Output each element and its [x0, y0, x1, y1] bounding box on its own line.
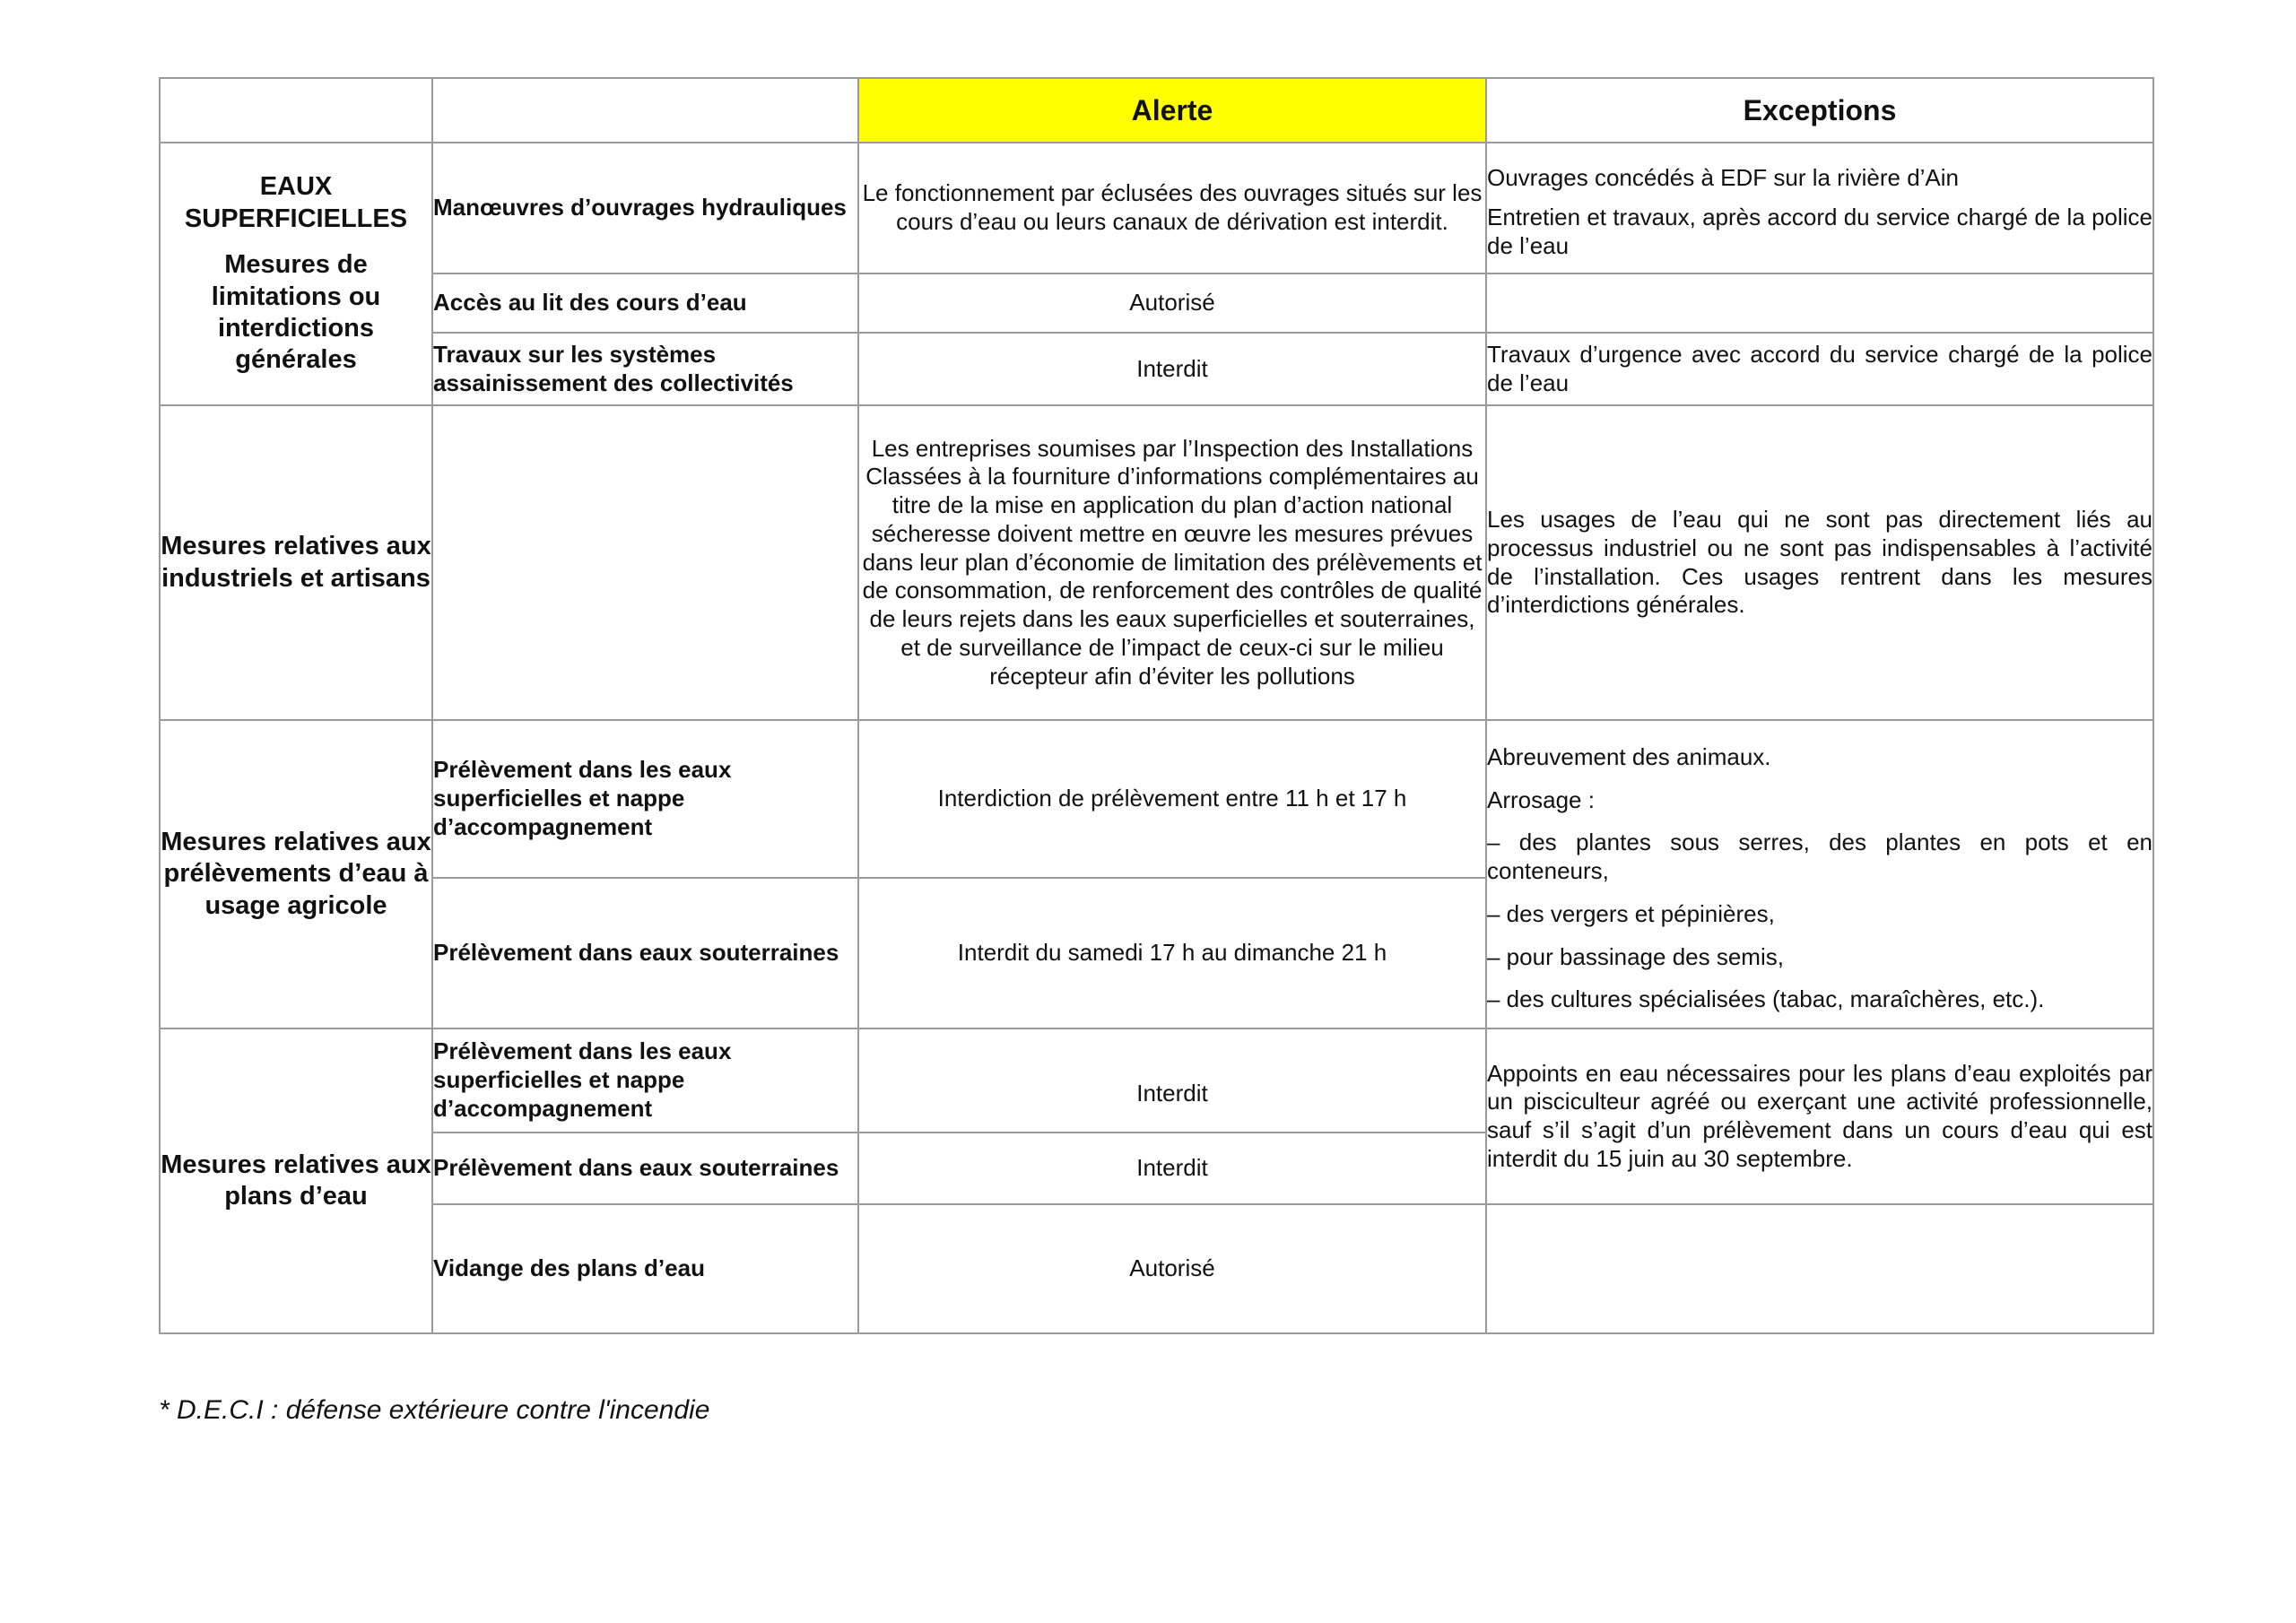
alert-cell: Interdiction de prélèvement entre 11 h et 17 h	[858, 720, 1486, 878]
restrictions-table	[159, 77, 2154, 1334]
exceptions-cell	[1486, 1204, 2153, 1333]
exception-text: Entretien et travaux, après accord du service chargé de la police de l’eau	[1487, 204, 2152, 259]
plans-row-3	[160, 1204, 2153, 1333]
sub-label: Prélèvement dans les eaux superficielles et nappe d’accompagnement	[432, 1028, 858, 1133]
eaux-subtitle: Mesures de limitations ou interdictions générales	[211, 250, 381, 375]
sub-label	[432, 405, 858, 720]
exception-line: – des cultures spécialisées (tabac, maraîchères, etc.).	[1487, 985, 2045, 1013]
footnote: * D.E.C.I : défense extérieure contre l'incendie	[159, 1395, 710, 1425]
alert-cell: Autorisé	[858, 273, 1486, 333]
exception-line: Arrosage :	[1487, 785, 1595, 813]
sub-label: Manœuvres d’ouvrages hydrauliques	[432, 143, 858, 273]
agricole-heading: Mesures relatives aux prélèvements d’eau à usage agricole	[160, 720, 432, 1028]
plans-exceptions: Appoints en eau nécessaires pour les plans d’eau exploités par un pisciculteur agréé ou exerçant une activité professionnelle, sauf s’il s’agit d’un prélèvement dans un cours d’eau qui est interdit du 15 juin au 30 septembre.	[1486, 1028, 2153, 1204]
eaux-title: EAUX SUPERFICIELLES	[184, 172, 408, 233]
industriels-heading: Mesures relatives aux industriels et artisans	[160, 405, 432, 720]
header-row	[160, 78, 2153, 143]
exceptions-cell: Travaux d’urgence avec accord du service chargé de la police de l’eau	[1486, 333, 2153, 405]
alert-cell: Les entreprises soumises par l’Inspection des Installations Classées à la fourniture d’informations complémentaires au titre de la mise en application du plan d’action national sécheresse doivent mettre en œuvre les mesures prévues dans leur plan d’économie de limitation des prélèvements et de consommation, de renforcement des contrôles de qualité de leurs rejets dans les eaux superficielles et souterraines, et de surveillance de l’impact de ceux-ci sur le milieu récepteur afin d’éviter les pollutions	[858, 405, 1486, 720]
eaux-superficielles-heading	[160, 143, 432, 405]
sub-label: Travaux sur les systèmes assainissement des collectivités	[432, 333, 858, 405]
exception-line: – pour bassinage des semis,	[1487, 942, 1784, 970]
header-exceptions: Exceptions	[1486, 78, 2153, 143]
header-empty-1	[160, 78, 432, 143]
alert-cell: Le fonctionnement par éclusées des ouvrages situés sur les cours d’eau ou leurs canaux de dérivation est interdit.	[858, 143, 1486, 273]
alert-cell: Interdit	[858, 333, 1486, 405]
agricole-exceptions	[1486, 720, 2153, 1028]
alert-cell: Interdit du samedi 17 h au dimanche 21 h	[858, 878, 1486, 1028]
exception-line: – des vergers et pépinières,	[1487, 899, 1775, 927]
sub-label: Prélèvement dans les eaux superficielles et nappe d’accompagnement	[432, 720, 858, 878]
sub-label: Prélèvement dans eaux souterraines	[432, 1133, 858, 1204]
plans-row-1	[160, 1028, 2153, 1133]
eaux-row-1	[160, 143, 2153, 273]
agricole-row-1	[160, 720, 2153, 878]
header-empty-2	[432, 78, 858, 143]
alert-cell: Autorisé	[858, 1204, 1486, 1333]
eaux-row-3	[160, 333, 2153, 405]
exception-line: – des plantes sous serres, des plantes en pots et en conteneurs,	[1487, 829, 2152, 885]
exceptions-cell	[1486, 273, 2153, 333]
exception-text: Ouvrages concédés à EDF sur la rivière d’Ain	[1487, 164, 1960, 192]
exception-line: Abreuvement des animaux.	[1487, 742, 1771, 770]
eaux-row-2	[160, 273, 2153, 333]
sub-label: Prélèvement dans eaux souterraines	[432, 878, 858, 1028]
exceptions-cell	[1486, 143, 2153, 273]
sub-label: Accès au lit des cours d’eau	[432, 273, 858, 333]
alert-cell: Interdit	[858, 1133, 1486, 1204]
exceptions-cell: Les usages de l’eau qui ne sont pas directement liés au processus industriel ou ne sont pas indispensables à l’activité de l’installation. Ces usages rentrent dans les mesures d’interdictions générales.	[1486, 405, 2153, 720]
alert-cell: Interdit	[858, 1028, 1486, 1133]
sub-label: Vidange des plans d’eau	[432, 1204, 858, 1333]
industriels-row	[160, 405, 2153, 720]
header-alerte: Alerte	[858, 78, 1486, 143]
plans-heading: Mesures relatives aux plans d’eau	[160, 1028, 432, 1333]
